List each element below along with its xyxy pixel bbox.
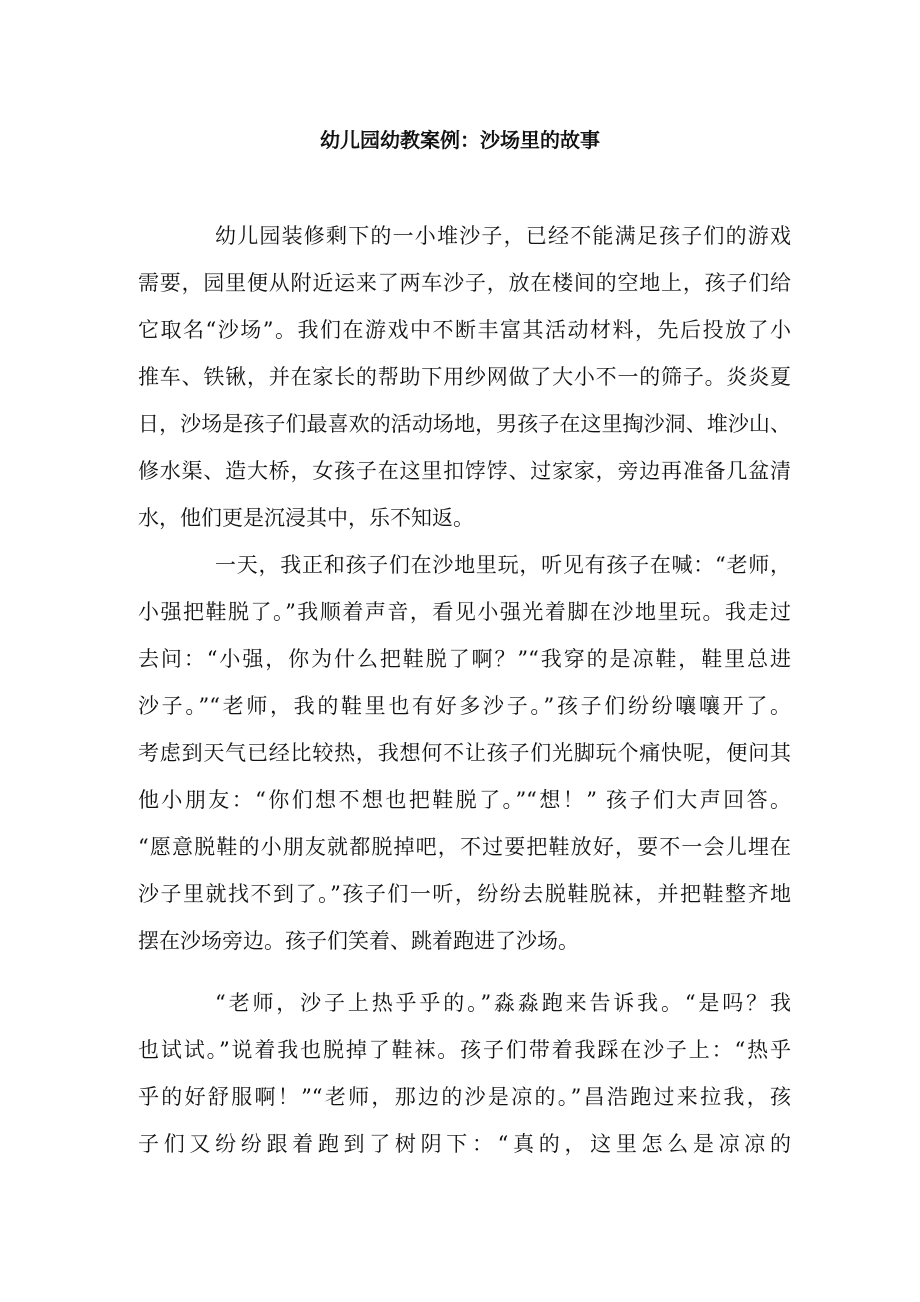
text-line: 小强把鞋脱了。”我顺着声音，看见小强光着脚在沙地里玩。我走过 <box>138 600 791 624</box>
text-line: 考虑到天气已经比较热，我想何不让孩子们光脚玩个痛快呢，便问其 <box>138 741 791 765</box>
text-line: 推车、铁锹，并在家长的帮助下用纱网做了大小不一的筛子。炎炎夏 <box>138 365 791 389</box>
text-line: 沙子。”“老师，我的鞋里也有好多沙子。”孩子们纷纷嚷嚷开了。 <box>138 694 791 718</box>
text-line: 他小朋友：“你们想不想也把鞋脱了。”“想！” 孩子们大声回答。 <box>138 788 791 812</box>
text-line: 子们又纷纷跟着跑到了树阴下：“真的，这里怎么是凉凉的 <box>138 1132 791 1156</box>
text-line: 水，他们更是沉浸其中，乐不知返。 <box>138 506 474 530</box>
paragraph-3 <box>138 980 791 1168</box>
paragraph-1 <box>138 213 791 542</box>
text-line: “老师，沙子上热乎乎的。”淼淼跑来告诉我。“是吗？我 <box>215 991 791 1015</box>
text-line: “愿意脱鞋的小朋友就都脱掉吧，不过要把鞋放好，要不一会儿埋在 <box>138 835 791 859</box>
text-line: 摆在沙场旁边。孩子们笑着、跳着跑进了沙场。 <box>138 929 579 953</box>
text-line: 日，沙场是孩子们最喜欢的活动场地，男孩子在这里掏沙洞、堆沙山、 <box>138 412 791 436</box>
text-line: 去问：“小强，你为什么把鞋脱了啊？”“我穿的是凉鞋，鞋里总进 <box>138 647 791 671</box>
document-title: 幼儿园幼教案例：沙场里的故事 <box>320 128 600 152</box>
text-line: 修水渠、造大桥，女孩子在这里扣饽饽、过家家，旁边再准备几盆清 <box>138 459 791 483</box>
text-line: 需要，园里便从附近运来了两车沙子，放在楼间的空地上，孩子们给 <box>138 271 791 295</box>
text-line: 一天，我正和孩子们在沙地里玩，听见有孩子在喊：“老师， <box>215 553 791 577</box>
text-line: 沙子里就找不到了。”孩子们一听，纷纷去脱鞋脱袜，并把鞋整齐地 <box>138 882 791 906</box>
text-line: 幼儿园装修剩下的一小堆沙子，已经不能满足孩子们的游戏 <box>215 224 791 248</box>
paragraph-2 <box>138 542 791 965</box>
text-line: 也试试。”说着我也脱掉了鞋袜。孩子们带着我踩在沙子上：“热乎 <box>138 1038 791 1062</box>
text-line: 它取名“沙场”。我们在游戏中不断丰富其活动材料，先后投放了小 <box>138 318 791 342</box>
text-line: 乎的好舒服啊！”“老师，那边的沙是凉的。”昌浩跑过来拉我，孩 <box>138 1085 791 1109</box>
